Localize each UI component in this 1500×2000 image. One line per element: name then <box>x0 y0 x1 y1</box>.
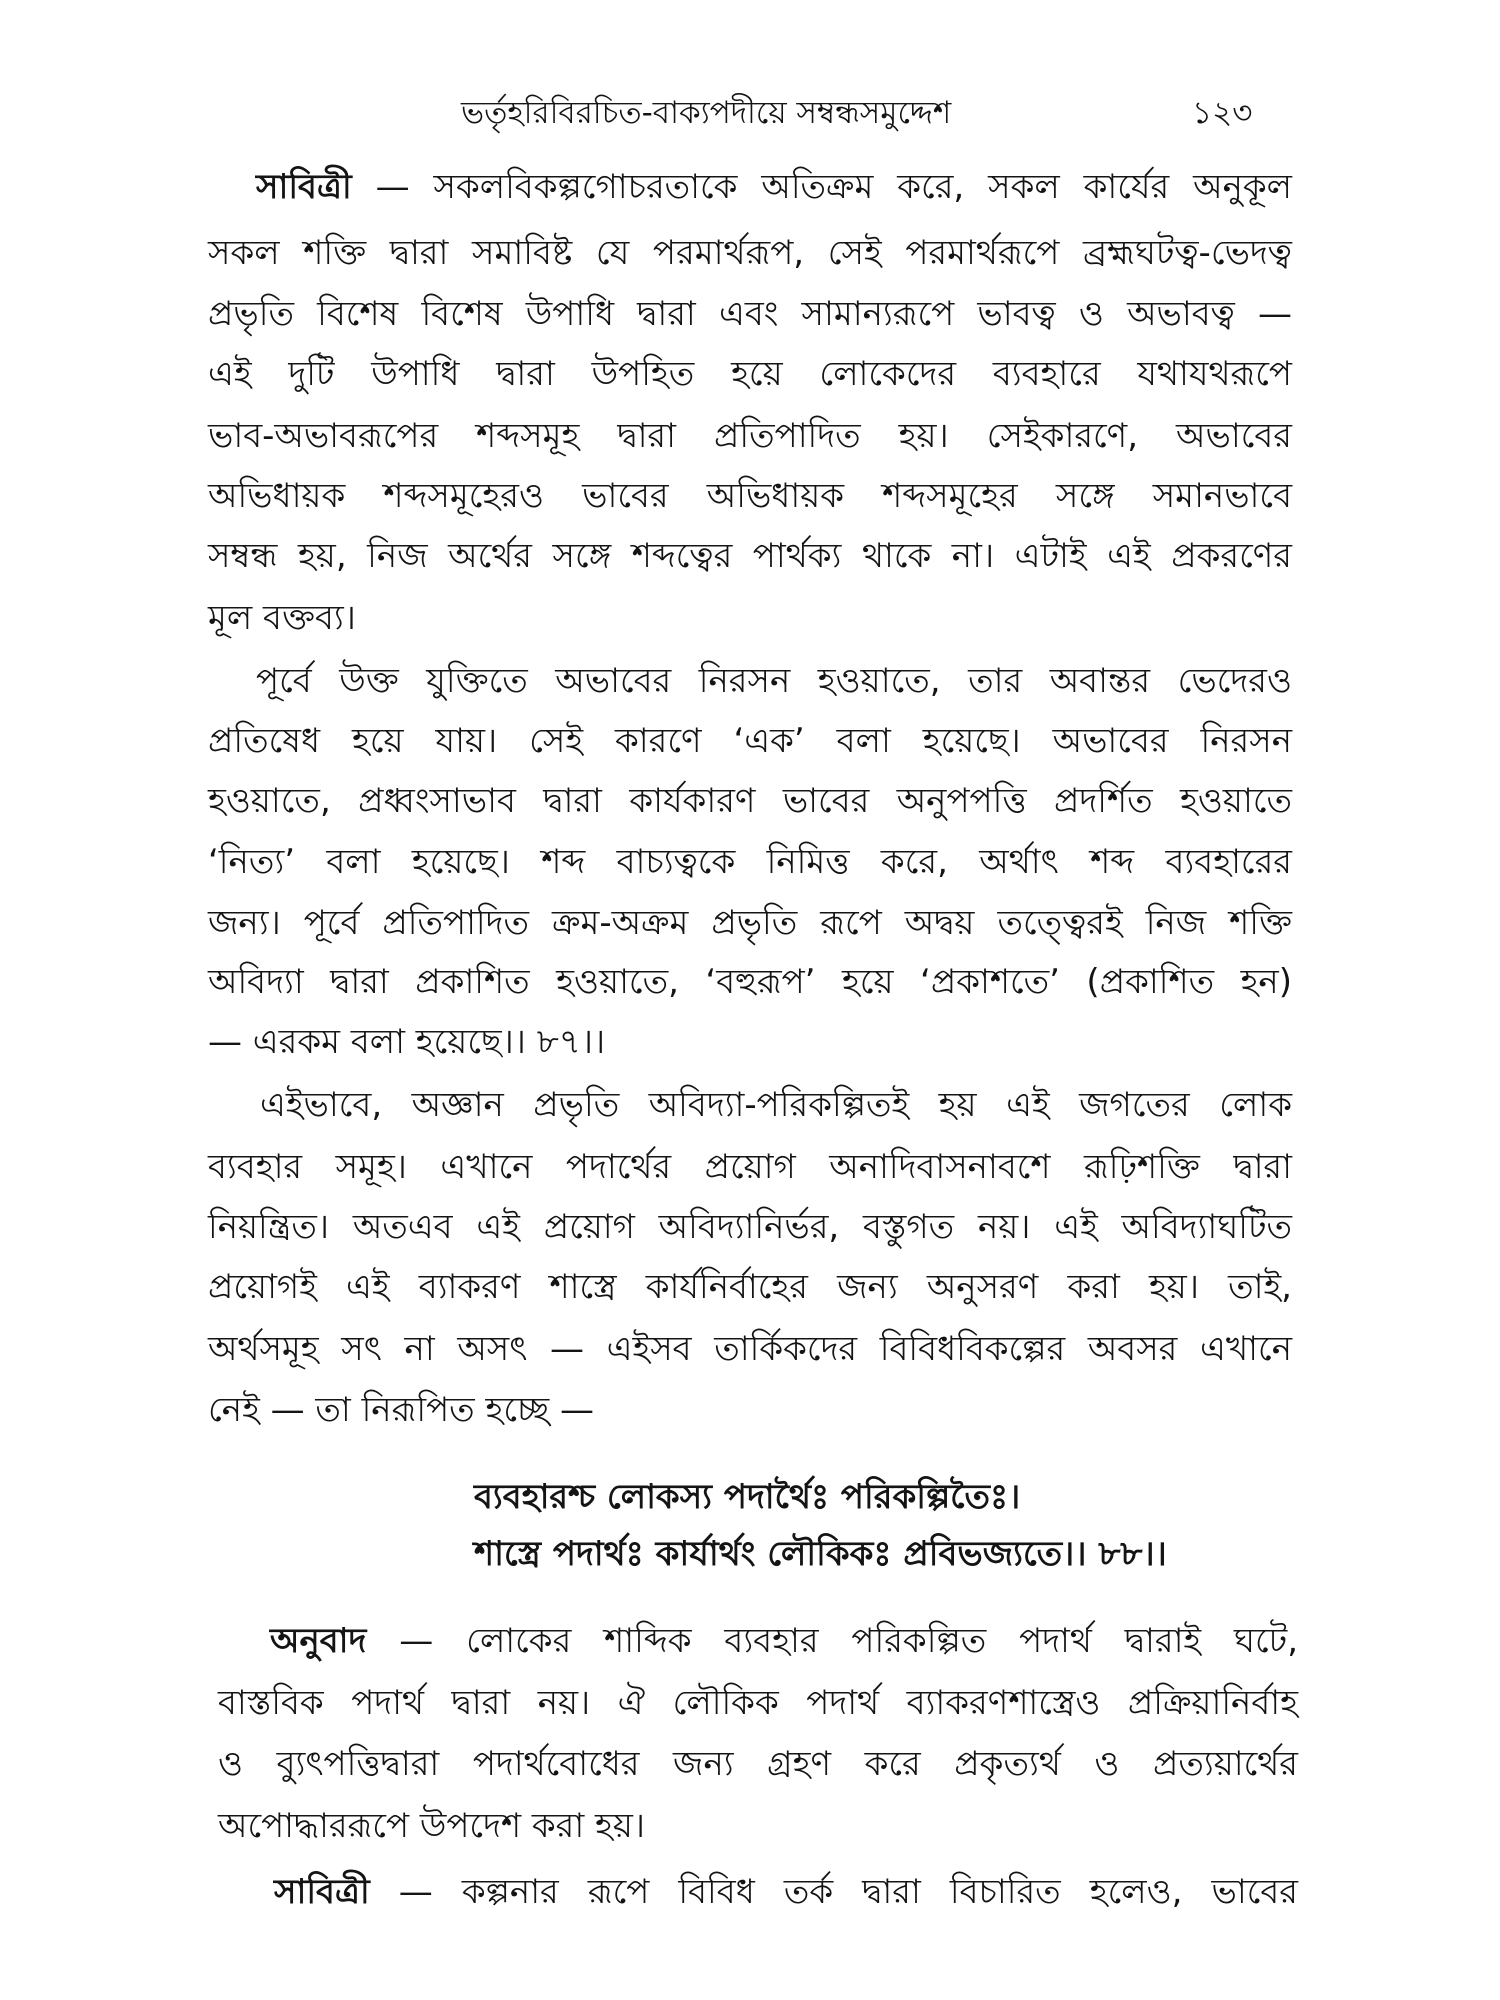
text-line: বাস্তবিক পদার্থ দ্বারা নয়। ঐ লৌকিক পদার্থ ব্যাকরণশাস্ত্রেও প্রক্রিয়ানির্বাহ <box>218 1683 1298 1723</box>
text-line: অপোদ্ধাররূপে উপদেশ করা হয়। <box>218 1806 646 1846</box>
text-run: — কল্পনার রূপে বিবিধ তর্ক দ্বারা বিচারিত হলেও, ভাবের <box>398 1872 1298 1912</box>
text-line: সম্বন্ধ হয়, নিজ অর্থের সঙ্গে শব্দত্বের পার্থক্য থাকে না। এটাই এই প্রকরণের <box>208 536 1292 576</box>
text-line: অর্থসমূহ সৎ না অসৎ — এইসব তার্কিকদের বিবিধবিকল্পের অবসর এখানে <box>208 1329 1292 1369</box>
verse-line: ব্যবহারশ্চ লোকস্য পদার্থৈঃ পরিকল্পিতৈঃ। <box>474 1477 1021 1517</box>
text-line: ‘নিত্য’ বলা হয়েছে। শব্দ বাচ্যত্বকে নিমিত্ত করে, অর্থাৎ শব্দ ব্যবহারের <box>208 842 1292 882</box>
text-line: নিয়ন্ত্রিত। অতএব এই প্রয়োগ অবিদ্যানির্ভর, বস্তুগত নয়। এই অবিদ্যাঘটিত <box>208 1207 1292 1247</box>
text-line: ও ব্যুৎপত্তিদ্বারা পদার্থবোধের জন্য গ্রহণ করে প্রকৃত্যর্থ ও প্রত্যয়ার্থের <box>218 1744 1298 1784</box>
text-line: ভাব-অভাবরূপের শব্দসমূহ দ্বারা প্রতিপাদিত হয়। সেইকারণে, অভাবের <box>208 416 1292 456</box>
text-line <box>256 157 1292 217</box>
commentary-label: সাবিত্রী <box>274 1872 370 1912</box>
text-line: জন্য। পূর্বে প্রতিপাদিত ক্রম-অক্রম প্রভৃতি রূপে অদ্বয় তত্ত্বেরই নিজ শক্তি <box>208 903 1292 943</box>
text-line: প্রতিষেধ হয়ে যায়। সেই কারণে ‘এক’ বলা হয়েছে। অভাবের নিরসন <box>208 721 1292 761</box>
text-line: ব্যবহার সমূহ। এখানে পদার্থের প্রয়োগ অনাদিবাসনাবশে রূঢ়িশক্তি দ্বারা <box>208 1147 1292 1187</box>
page-number: ১২৩ <box>1192 95 1253 131</box>
text-line: পূর্বে উক্ত যুক্তিতে অভাবের নিরসন হওয়াতে, তার অবান্তর ভেদেরও <box>256 661 1292 701</box>
text-line <box>274 1862 1298 1922</box>
text-line: প্রভৃতি বিশেষ বিশেষ উপাধি দ্বারা এবং সামান্যরূপে ভাবত্ব ও অভাবত্ব — <box>208 294 1292 334</box>
text-run: — লোকের শাব্দিক ব্যবহার পরিকল্পিত পদার্থ দ্বারাই ঘটে, <box>399 1621 1298 1661</box>
text-line: অবিদ্যা দ্বারা প্রকাশিত হওয়াতে, ‘বহুরূপ’ হয়ে ‘প্রকাশতে’ (প্রকাশিত হন) <box>208 962 1292 1002</box>
verse-line: শাস্ত্রে পদার্থঃ কার্যার্থং লৌকিকঃ প্রবিভজ্যতে।। ৮৮।। <box>474 1534 1167 1574</box>
text-line: প্রয়োগই এই ব্যাকরণ শাস্ত্রে কার্যনির্বাহের জন্য অনুসরণ করা হয়। তাই, <box>208 1267 1292 1307</box>
text-run: — সকলবিকল্পগোচরতাকে অতিক্রম করে, সকল কার্যের অনুকূল <box>375 167 1292 207</box>
text-line: মূল বক্তব্য। <box>208 598 356 638</box>
text-line: সকল শক্তি দ্বারা সমাবিষ্ট যে পরমার্থরূপ, সেই পরমার্থরূপে ব্রহ্মঘটত্ব-ভেদত্ব <box>208 233 1292 273</box>
commentary-label: সাবিত্রী <box>256 167 352 207</box>
text-line: এইভাবে, অজ্ঞান প্রভৃতি অবিদ্যা-পরিকল্পিতই হয় এই জগতের লোক <box>260 1085 1292 1125</box>
text-line <box>270 1611 1298 1671</box>
text-line: হওয়াতে, প্রধ্বংসাভাব দ্বারা কার্যকারণ ভাবের অনুপপত্তি প্রদর্শিত হওয়াতে <box>208 781 1292 821</box>
text-line: এই দুটি উপাধি দ্বারা উপহিত হয়ে লোকেদের ব্যবহারে যথাযথরূপে <box>208 354 1292 394</box>
header-title: ভর্তৃহরিবিরচিত-বাক্যপদীয়ে সম্বন্ধসমুদ্দেশ <box>461 95 952 131</box>
translation-label: অনুবাদ <box>270 1621 367 1661</box>
text-line: — এরকম বলা হয়েছে।। ৮৭।। <box>208 1022 606 1062</box>
text-line: অভিধায়ক শব্দসমূহেরও ভাবের অভিধায়ক শব্দসমূহের সঙ্গে সমানভাবে <box>208 476 1292 516</box>
text-line: নেই — তা নিরূপিত হচ্ছে — <box>208 1390 594 1430</box>
